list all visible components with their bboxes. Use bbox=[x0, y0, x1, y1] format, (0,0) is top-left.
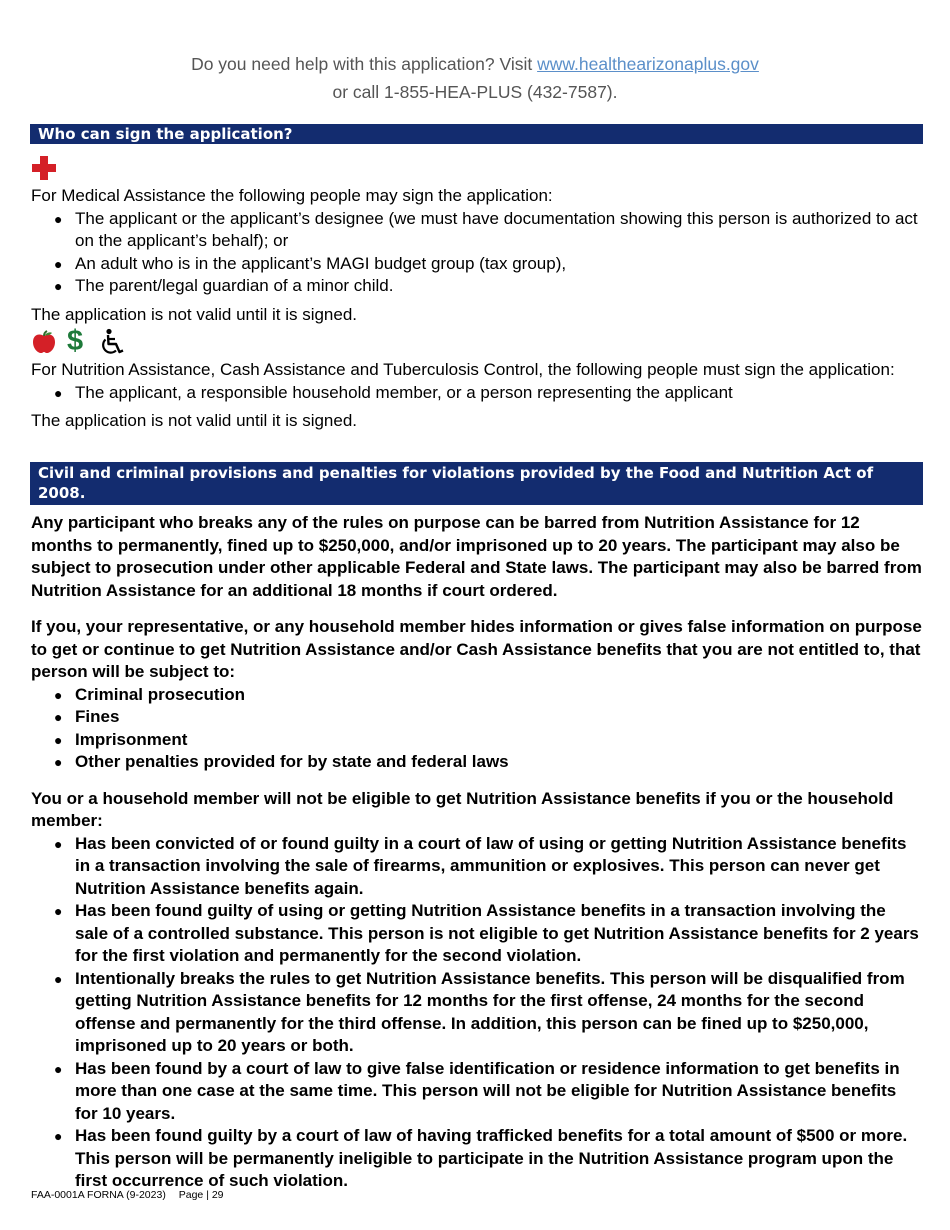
medical-intro: For Medical Assistance the following people may sign the application: bbox=[31, 186, 553, 205]
medical-assistance-block bbox=[31, 185, 923, 326]
section-header-penalties: Civil and criminal provisions and penalties for violations provided by the Food and Nutrition Act of 2008. bbox=[30, 462, 923, 505]
medical-valid-note: The application is not valid until it is signed. bbox=[31, 304, 358, 324]
penalties-paragraph-1: Any participant who breaks any of the rules on purpose can be barred from Nutrition Assistance for 12 months to permanently, fined up to $250,000, and/or imprisoned up to 20 years. The participant may also be subject to prosecution under other applicable Federal and State laws. The participant may also be barred from Nutrition Assistance for an additional 18 months if court ordered. bbox=[31, 513, 922, 600]
website-link[interactable]: www.healthearizonaplus.gov bbox=[537, 54, 759, 74]
list-item: ● The parent/legal guardian of a minor child. bbox=[31, 275, 923, 298]
help-text: Do you need help with this application? Visit bbox=[191, 54, 538, 74]
penalties-paragraph-3: You or a household member will not be eligible to get Nutrition Assistance benefits if you or the household member: bbox=[31, 788, 894, 830]
list-item: ● The applicant, a responsible household member, or a person representing the applicant bbox=[31, 382, 923, 405]
list-item: ● Other penalties provided for by state and federal laws bbox=[31, 751, 923, 774]
list-item: ● Fines bbox=[31, 706, 923, 729]
list-item: ● Imprisonment bbox=[31, 729, 923, 752]
list-item: ● Intentionally breaks the rules to get Nutrition Assistance benefits. This person will be disqualified from getting Nutrition Assistance benefits for 12 months for the first offense, 24 months for the second offense and permanently for the third offense. In addition, this person can be fined up to $250,000, imprisoned up to 20 years or both. bbox=[31, 968, 923, 1058]
list-item: ● An adult who is in the applicant’s MAGI budget group (tax group), bbox=[31, 253, 923, 276]
list-item: ● Criminal prosecution bbox=[31, 684, 923, 707]
penalties-block bbox=[31, 512, 923, 1193]
dollar-icon: $ bbox=[67, 325, 84, 357]
list-item: ● Has been found guilty by a court of law of having trafficked benefits for a total amount of $500 or more. This person will be permanently ineligible to participate in the Nutrition Assistance program upon the first occurrence of such violation. bbox=[31, 1125, 923, 1193]
apple-icon bbox=[31, 330, 57, 354]
wheelchair-icon bbox=[98, 328, 126, 356]
list-item: ● Has been found by a court of law to give false identification or residence information to get benefits in more than one case at the same time. This person will not be eligible for Nutrition Assistance benefits for 10 years. bbox=[31, 1058, 923, 1126]
nutrition-intro: For Nutrition Assistance, Cash Assistance and Tuberculosis Control, the following people must sign the application: bbox=[31, 360, 895, 379]
list-item: ● Has been convicted of or found guilty in a court of law of using or getting Nutrition Assistance benefits in a transaction involving the sale of firearms, ammunition or explosives. This person can never get Nutrition Assistance benefits again. bbox=[31, 833, 923, 901]
ineligibility-list bbox=[31, 833, 923, 1193]
page-footer bbox=[31, 1189, 234, 1201]
penalties-list bbox=[31, 684, 923, 774]
form-id: FAA-0001A FORNA (9-2023) bbox=[31, 1189, 166, 1201]
list-item: ● Has been found guilty of using or getting Nutrition Assistance benefits in a transaction involving the sale of a controlled substance. This person is not eligible to get Nutrition Assistance benefits for 2 years for the first violation and permanently for the second violation. bbox=[31, 900, 923, 968]
nutrition-valid-note: The application is not valid until it is signed. bbox=[31, 411, 358, 430]
penalties-paragraph-2: If you, your representative, or any household member hides information or gives false information on purpose to get or continue to get Nutrition Assistance and/or Cash Assistance benefits that you are not entitled to, that person will be subject to: bbox=[31, 617, 922, 681]
medical-signers-list bbox=[31, 208, 923, 298]
help-line-2: or call 1-855-HEA-PLUS (432-7587). bbox=[332, 82, 618, 102]
nutrition-assistance-block bbox=[31, 359, 923, 433]
page-number: Page | 29 bbox=[178, 1189, 224, 1201]
nutrition-signers-list bbox=[31, 382, 923, 405]
list-item: ● The applicant or the applicant’s designee (we must have documentation showing this person is authorized to act on the applicant’s behalf); or bbox=[31, 208, 923, 253]
red-cross-icon bbox=[31, 155, 57, 181]
section-header-who-can-sign: Who can sign the application? bbox=[30, 124, 923, 144]
help-line-1 bbox=[0, 54, 950, 75]
